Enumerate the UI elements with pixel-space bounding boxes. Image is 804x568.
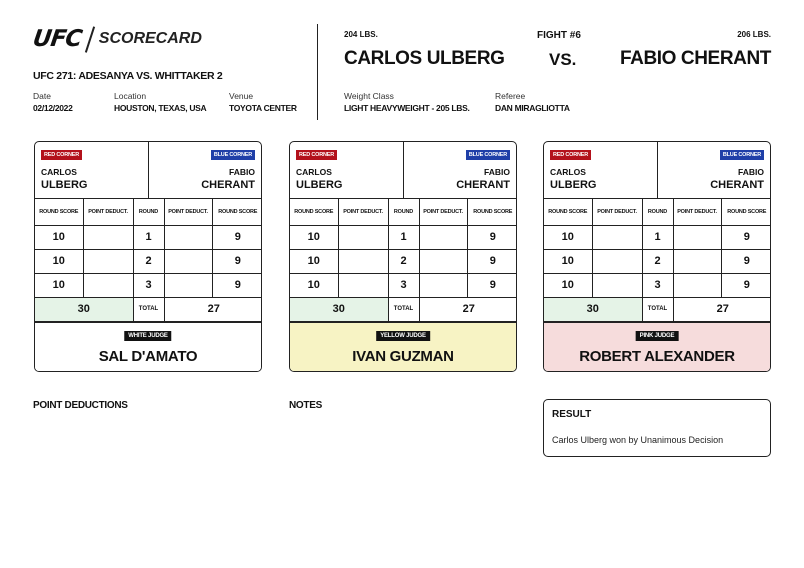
col-point-deduct: POINT DEDUCT.: [673, 199, 721, 225]
red-point-deduction: [83, 273, 133, 297]
judge-name: IVAN GUZMAN: [352, 348, 454, 365]
round-row: [35, 249, 262, 273]
blue-point-deduction: [419, 225, 467, 249]
blue-point-deduction: [164, 249, 212, 273]
blue-point-deduction: [164, 273, 212, 297]
blue-round-score: 9: [212, 249, 262, 273]
red-total: 30: [290, 297, 388, 321]
blue-first-name: FABIO: [484, 167, 510, 177]
judge-color-badge: WHITE JUDGE: [124, 331, 171, 341]
logo-divider: [85, 26, 95, 52]
red-round-score: 10: [290, 249, 338, 273]
corner-divider: [657, 142, 658, 199]
result-text: Carlos Ulberg won by Unanimous Decision: [552, 435, 724, 445]
round-number: 2: [388, 249, 419, 273]
judge-name: ROBERT ALEXANDER: [579, 348, 735, 365]
blue-point-deduction: [164, 225, 212, 249]
red-corner-badge: RED CORNER: [296, 150, 337, 160]
col-round-score: ROUND SCORE: [212, 199, 262, 225]
result-title: RESULT: [552, 409, 592, 420]
total-label: TOTAL: [642, 297, 673, 321]
round-number: 1: [388, 225, 419, 249]
score-table: [290, 199, 517, 322]
red-round-score: 10: [290, 273, 338, 297]
score-header-row: [544, 199, 771, 225]
location-label: Location: [114, 91, 147, 101]
blue-point-deduction: [673, 273, 721, 297]
round-row: [544, 249, 771, 273]
blue-round-score: 9: [467, 249, 517, 273]
score-header-row: [290, 199, 517, 225]
red-point-deduction: [592, 225, 642, 249]
blue-round-score: 9: [721, 225, 771, 249]
blue-round-score: 9: [467, 273, 517, 297]
blue-point-deduction: [673, 225, 721, 249]
red-point-deduction: [592, 249, 642, 273]
round-row: [544, 225, 771, 249]
blue-round-score: 9: [721, 249, 771, 273]
location-value: HOUSTON, TEXAS, USA: [114, 103, 207, 113]
judge-footer: [544, 322, 770, 372]
blue-first-name: FABIO: [229, 167, 255, 177]
date-value: 02/12/2022: [33, 103, 73, 113]
blue-first-name: FABIO: [738, 167, 764, 177]
col-point-deduct: POINT DEDUCT.: [338, 199, 388, 225]
venue-label: Venue: [229, 91, 254, 101]
notes-title: NOTES: [289, 400, 322, 411]
round-row: [35, 225, 262, 249]
ufc-logo: [33, 26, 202, 52]
round-row: [544, 273, 771, 297]
col-round: ROUND: [642, 199, 673, 225]
round-row: [290, 225, 517, 249]
total-row: [544, 297, 771, 321]
col-round-score: ROUND SCORE: [721, 199, 771, 225]
venue-value: TOYOTA CENTER: [229, 103, 297, 113]
red-total: 30: [35, 297, 133, 321]
red-fighter-name: CARLOS ULBERG: [344, 48, 505, 69]
corner-header: [35, 142, 261, 199]
blue-round-score: 9: [212, 273, 262, 297]
referee-label: Referee: [495, 91, 526, 101]
red-round-score: 10: [544, 225, 592, 249]
col-round-score: ROUND SCORE: [35, 199, 83, 225]
red-round-score: 10: [544, 273, 592, 297]
blue-total: 27: [164, 297, 262, 321]
blue-last-name: CHERANT: [710, 179, 764, 191]
blue-point-deduction: [673, 249, 721, 273]
total-row: [290, 297, 517, 321]
fight-number: FIGHT #6: [537, 30, 581, 41]
corner-header: [290, 142, 516, 199]
referee-value: DAN MIRAGLIOTTA: [495, 103, 570, 113]
round-number: 2: [642, 249, 673, 273]
blue-round-score: 9: [212, 225, 262, 249]
header-divider: [317, 24, 318, 120]
red-point-deduction: [338, 273, 388, 297]
judge-name: SAL D'AMATO: [98, 348, 198, 365]
score-table: [544, 199, 771, 322]
red-first-name: CARLOS: [550, 167, 586, 177]
red-last-name: ULBERG: [41, 179, 88, 191]
red-point-deduction: [338, 225, 388, 249]
col-round-score: ROUND SCORE: [290, 199, 338, 225]
col-point-deduct: POINT DEDUCT.: [83, 199, 133, 225]
judge-scorecard: [34, 141, 262, 372]
red-first-name: CARLOS: [296, 167, 332, 177]
result-box: [543, 399, 771, 457]
judge-color-badge: YELLOW JUDGE: [376, 331, 430, 341]
red-corner-badge: RED CORNER: [41, 150, 82, 160]
red-round-score: 10: [35, 273, 83, 297]
round-number: 2: [133, 249, 164, 273]
red-round-score: 10: [290, 225, 338, 249]
red-point-deduction: [83, 225, 133, 249]
versus: VS.: [549, 50, 577, 69]
red-round-score: 10: [544, 249, 592, 273]
score-header-row: [35, 199, 262, 225]
blue-last-name: CHERANT: [456, 179, 510, 191]
red-corner-badge: RED CORNER: [550, 150, 591, 160]
judge-footer: [35, 322, 261, 372]
score-table: [35, 199, 262, 322]
red-first-name: CARLOS: [41, 167, 77, 177]
blue-total: 27: [419, 297, 517, 321]
judge-scorecard: [289, 141, 517, 372]
blue-round-score: 9: [467, 225, 517, 249]
blue-point-deduction: [419, 249, 467, 273]
date-label: Date: [33, 91, 51, 101]
blue-last-name: CHERANT: [201, 179, 255, 191]
judge-footer: [290, 322, 516, 372]
round-row: [290, 249, 517, 273]
red-total: 30: [544, 297, 642, 321]
red-last-name: ULBERG: [296, 179, 343, 191]
corner-divider: [403, 142, 404, 199]
col-round: ROUND: [388, 199, 419, 225]
red-round-score: 10: [35, 225, 83, 249]
blue-point-deduction: [419, 273, 467, 297]
round-row: [290, 273, 517, 297]
total-label: TOTAL: [388, 297, 419, 321]
red-point-deduction: [338, 249, 388, 273]
round-number: 3: [642, 273, 673, 297]
point-deductions-title: POINT DEDUCTIONS: [33, 400, 128, 411]
round-number: 3: [388, 273, 419, 297]
blue-round-score: 9: [721, 273, 771, 297]
ufc-wordmark: UFC: [31, 26, 84, 52]
judge-scorecard: [543, 141, 771, 372]
round-number: 1: [642, 225, 673, 249]
col-round: ROUND: [133, 199, 164, 225]
blue-total: 27: [673, 297, 771, 321]
round-number: 1: [133, 225, 164, 249]
red-point-deduction: [83, 249, 133, 273]
col-round-score: ROUND SCORE: [467, 199, 517, 225]
red-round-score: 10: [35, 249, 83, 273]
round-row: [35, 273, 262, 297]
blue-weight: 206 LBS.: [737, 30, 771, 39]
blue-corner-badge: BLUE CORNER: [720, 150, 764, 160]
col-point-deduct: POINT DEDUCT.: [164, 199, 212, 225]
col-round-score: ROUND SCORE: [544, 199, 592, 225]
red-weight: 204 LBS.: [344, 30, 378, 39]
scorecard-title: SCORECARD: [98, 30, 202, 47]
red-last-name: ULBERG: [550, 179, 597, 191]
blue-fighter-name: FABIO CHERANT: [619, 48, 771, 69]
total-label: TOTAL: [133, 297, 164, 321]
col-point-deduct: POINT DEDUCT.: [592, 199, 642, 225]
blue-corner-badge: BLUE CORNER: [211, 150, 255, 160]
weight-class-value: LIGHT HEAVYWEIGHT - 205 LBS.: [344, 103, 470, 113]
event-title: UFC 271: ADESANYA VS. WHITTAKER 2: [33, 70, 223, 82]
corner-divider: [148, 142, 149, 199]
judge-color-badge: PINK JUDGE: [636, 331, 679, 341]
round-number: 3: [133, 273, 164, 297]
blue-corner-badge: BLUE CORNER: [466, 150, 510, 160]
col-point-deduct: POINT DEDUCT.: [419, 199, 467, 225]
corner-header: [544, 142, 770, 199]
total-row: [35, 297, 262, 321]
red-point-deduction: [592, 273, 642, 297]
weight-class-label: Weight Class: [344, 91, 394, 101]
